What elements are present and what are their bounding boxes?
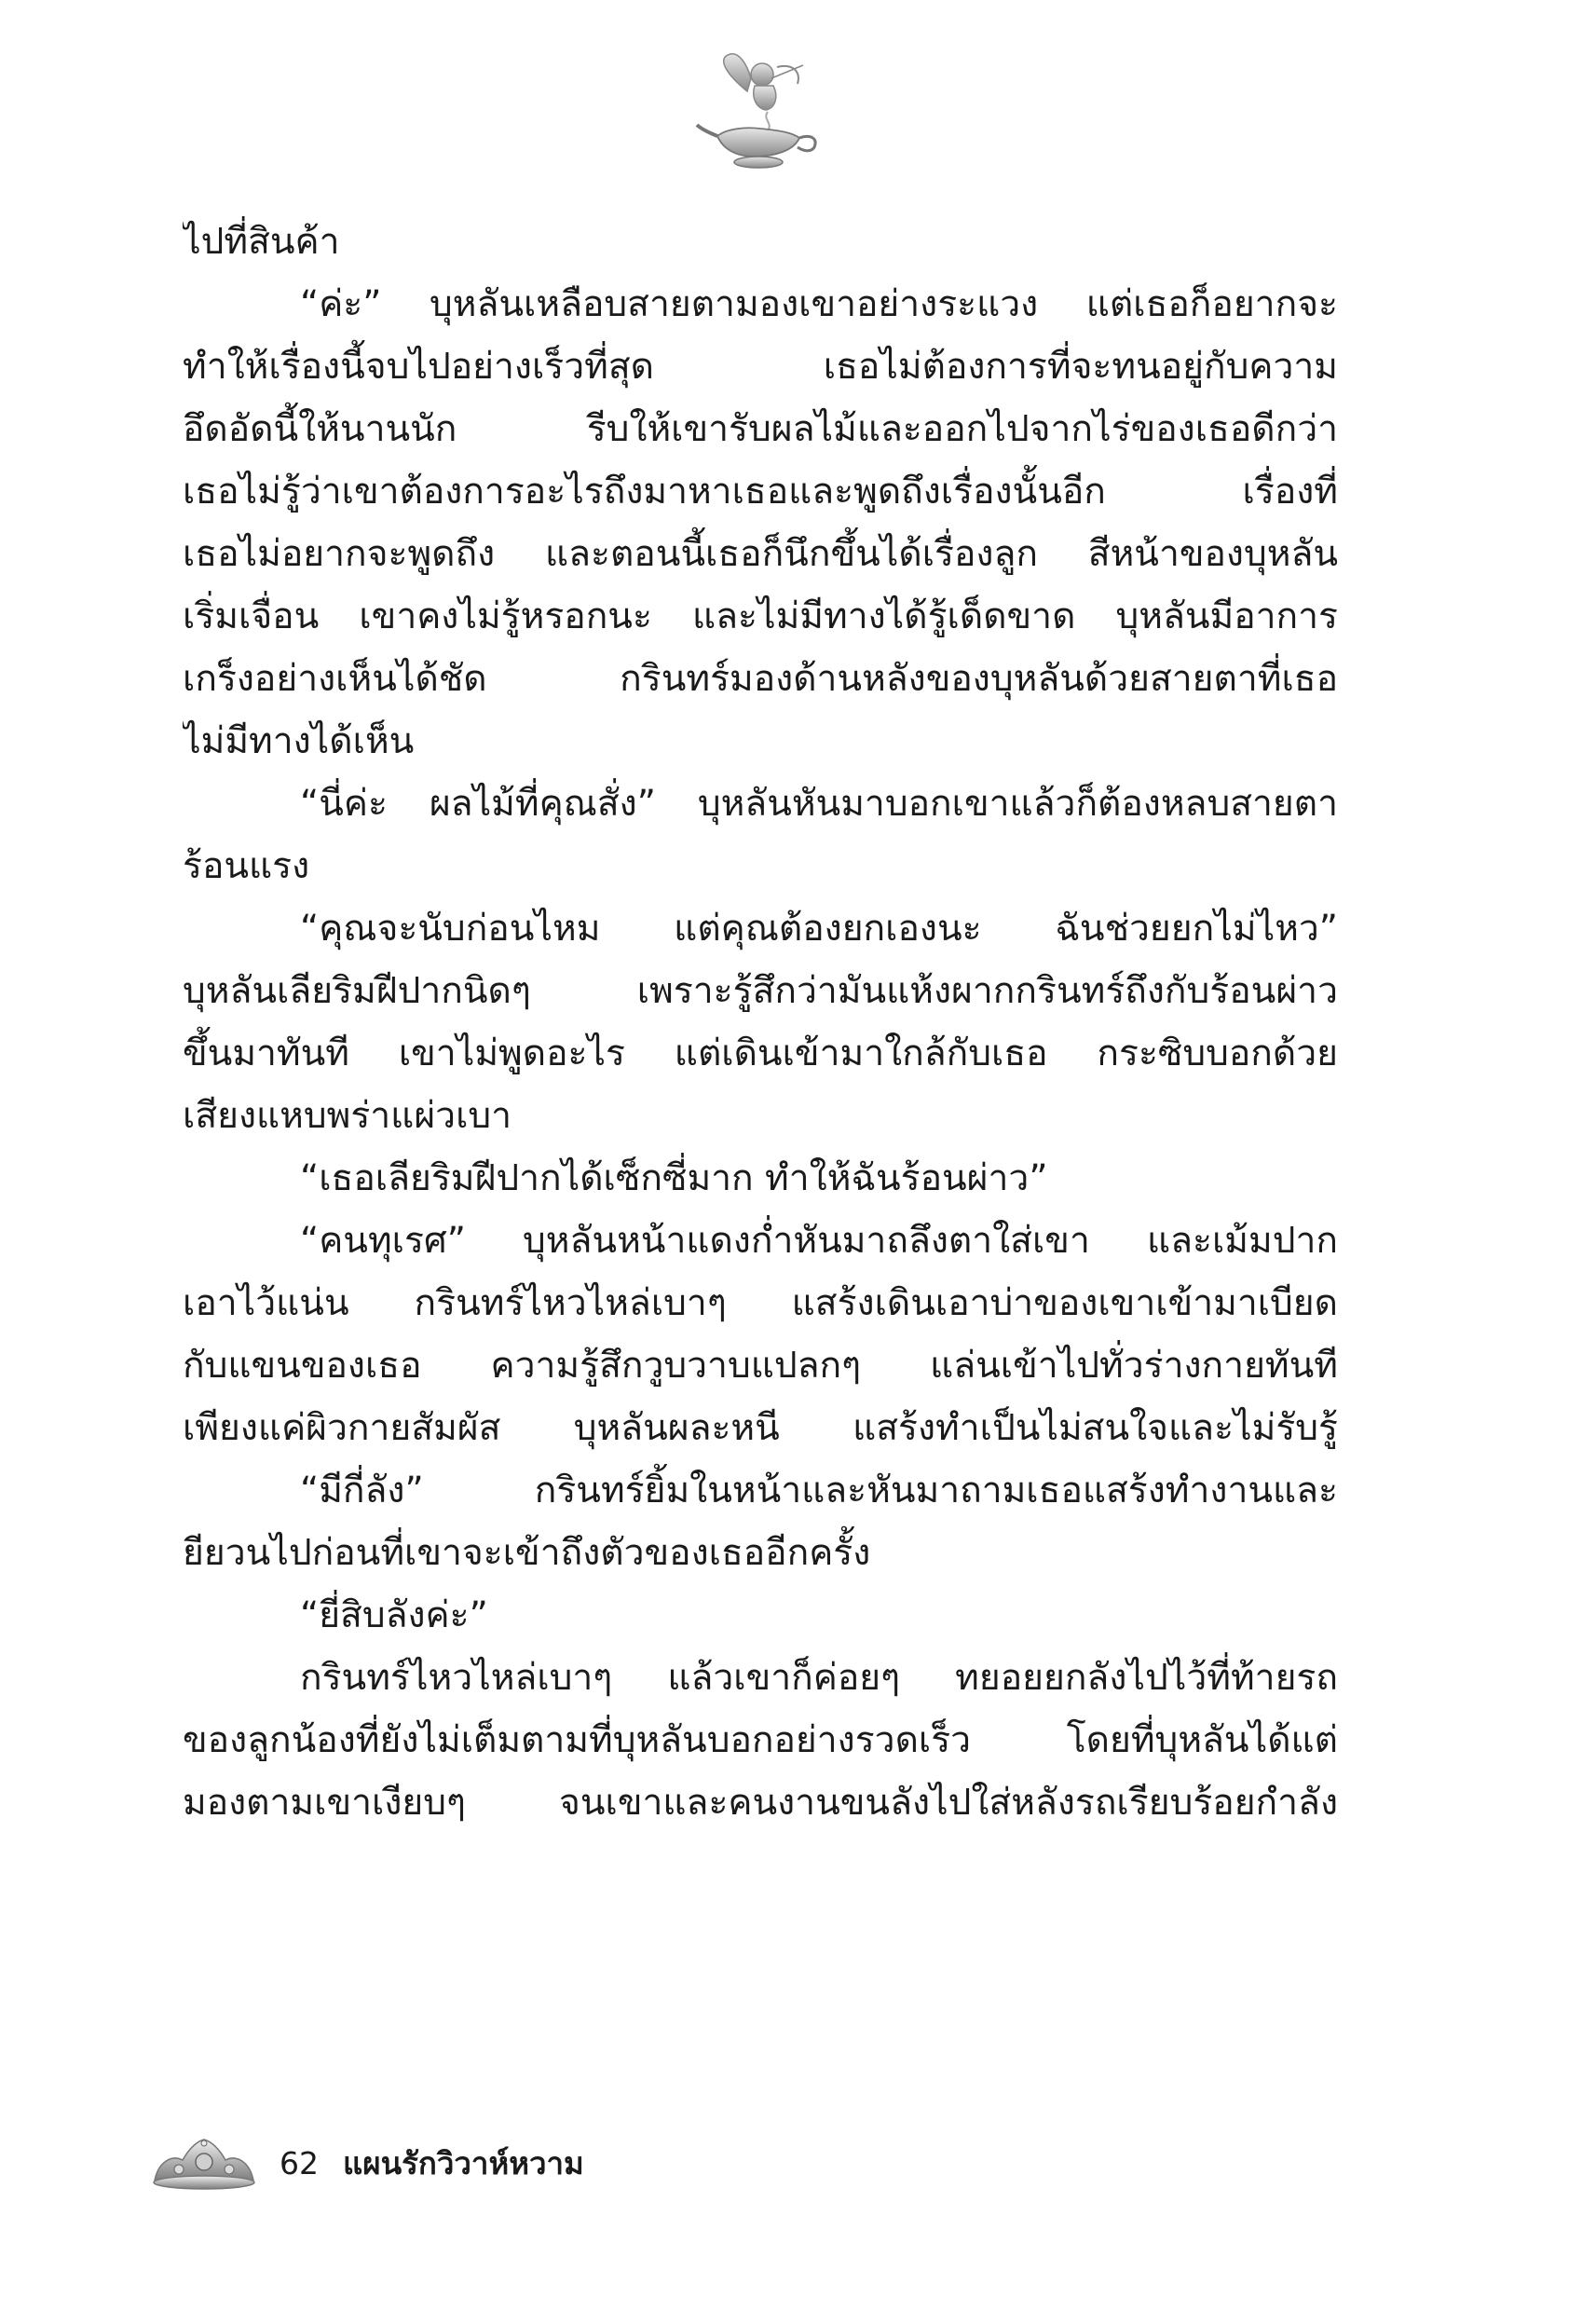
body-text (183, 211, 1338, 1834)
text-line: “นี่ค่ะ ผลไม้ที่คุณสั่ง” บุหลันหันมาบอกเขาแล้วก็ต้องหลบสายตา (300, 783, 1338, 825)
text-line: เริ่มเจื่อน เขาคงไม่รู้หรอกนะ และไม่มีทางได้รู้เด็ดขาด บุหลันมีอาการ (183, 595, 1338, 637)
text-line: กับแขนของเธอ ความรู้สึกวูบวาบแปลกๆ แล่นเข้าไปทั่วร่างกายทันที (183, 1345, 1338, 1387)
page-footer (149, 2130, 584, 2195)
text-line: อึดอัดนี้ให้นานนัก รีบให้เขารับผลไม้และออกไปจากไร่ของเธอดีกว่า (183, 408, 1338, 450)
text-line: เกร็งอย่างเห็นได้ชัด กรินทร์มองด้านหลังของบุหลันด้วยสายตาที่เธอ (183, 658, 1338, 700)
text-line: ไม่มีทางได้เห็น (183, 720, 415, 762)
text-line: “เธอเลียริมฝีปากได้เซ็กซี่มาก ทำให้ฉันร้อนผ่าว” (300, 1157, 1048, 1199)
text-line: ไปที่สินค้า (183, 221, 340, 263)
text-line: “ค่ะ” บุหลันเหลือบสายตามองเขาอย่างระแวง แต่เธอก็อยากจะ (300, 283, 1338, 325)
text-line: มองตามเขาเงียบๆ จนเขาและคนงานขนลังไปใส่หลังรถเรียบร้อยกำลัง (183, 1782, 1338, 1824)
text-line: ทำให้เรื่องนี้จบไปอย่างเร็วที่สุด เธอไม่ต้องการที่จะทนอยู่กับความ (183, 346, 1338, 388)
text-line: “คนทุเรศ” บุหลันหน้าแดงก่ำหันมาถลึงตาใส่เขา และเม้มปาก (300, 1220, 1338, 1262)
text-line: บุหลันเลียริมฝีปากนิดๆ เพราะรู้สึกว่ามันแห้งผากกรินทร์ถึงกับร้อนผ่าว (183, 970, 1338, 1012)
text-line: ของลูกน้องที่ยังไม่เต็มตามที่บุหลันบอกอย่างรวดเร็ว โดยที่บุหลันได้แต่ (183, 1719, 1338, 1761)
tiara-crown-icon (149, 2134, 259, 2192)
text-line: ร้อนแรง (183, 845, 310, 887)
text-line: “มีกี่ลัง” กรินทร์ยิ้มในหน้าและหันมาถามเธอแสร้งทำงานและ (300, 1470, 1338, 1511)
book-title: แผนรักวิวาห์หวาม (343, 2144, 584, 2181)
text-line: กรินทร์ไหวไหล่เบาๆ แล้วเขาก็ค่อยๆ ทยอยยกลังไปไว้ที่ท้ายรถ (300, 1657, 1338, 1699)
page-number: 62 (280, 2144, 319, 2181)
text-line: ยียวนไปก่อนที่เขาจะเข้าถึงตัวของเธออีกครั้ง (183, 1532, 871, 1574)
text-line: เธอไม่รู้ว่าเขาต้องการอะไรถึงมาหาเธอและพูดถึงเรื่องนั้นอีก เรื่องที่ (183, 471, 1338, 513)
cupid-genie-lamp-icon (689, 47, 829, 177)
text-line: ขึ้นมาทันที เขาไม่พูดอะไร แต่เดินเข้ามาใกล้กับเธอ กระซิบบอกด้วย (183, 1032, 1338, 1074)
text-line: “คุณจะนับก่อนไหม แต่คุณต้องยกเองนะ ฉันช่วยยกไม่ไหว” (300, 908, 1338, 950)
text-line: เธอไม่อยากจะพูดถึง และตอนนี้เธอก็นึกขึ้นได้เรื่องลูก สีหน้าของบุหลัน (183, 533, 1338, 575)
text-line: เอาไว้แน่น กรินทร์ไหวไหล่เบาๆ แสร้งเดินเอาบ่าของเขาเข้ามาเบียด (183, 1282, 1338, 1324)
text-line: เสียงแหบพร่าแผ่วเบา (183, 1095, 512, 1137)
text-line: “ยี่สิบลังค่ะ” (300, 1594, 488, 1636)
text-line: เพียงแค่ผิวกายสัมผัส บุหลันผละหนี แสร้งทำเป็นไม่สนใจและไม่รับรู้ (183, 1407, 1338, 1449)
